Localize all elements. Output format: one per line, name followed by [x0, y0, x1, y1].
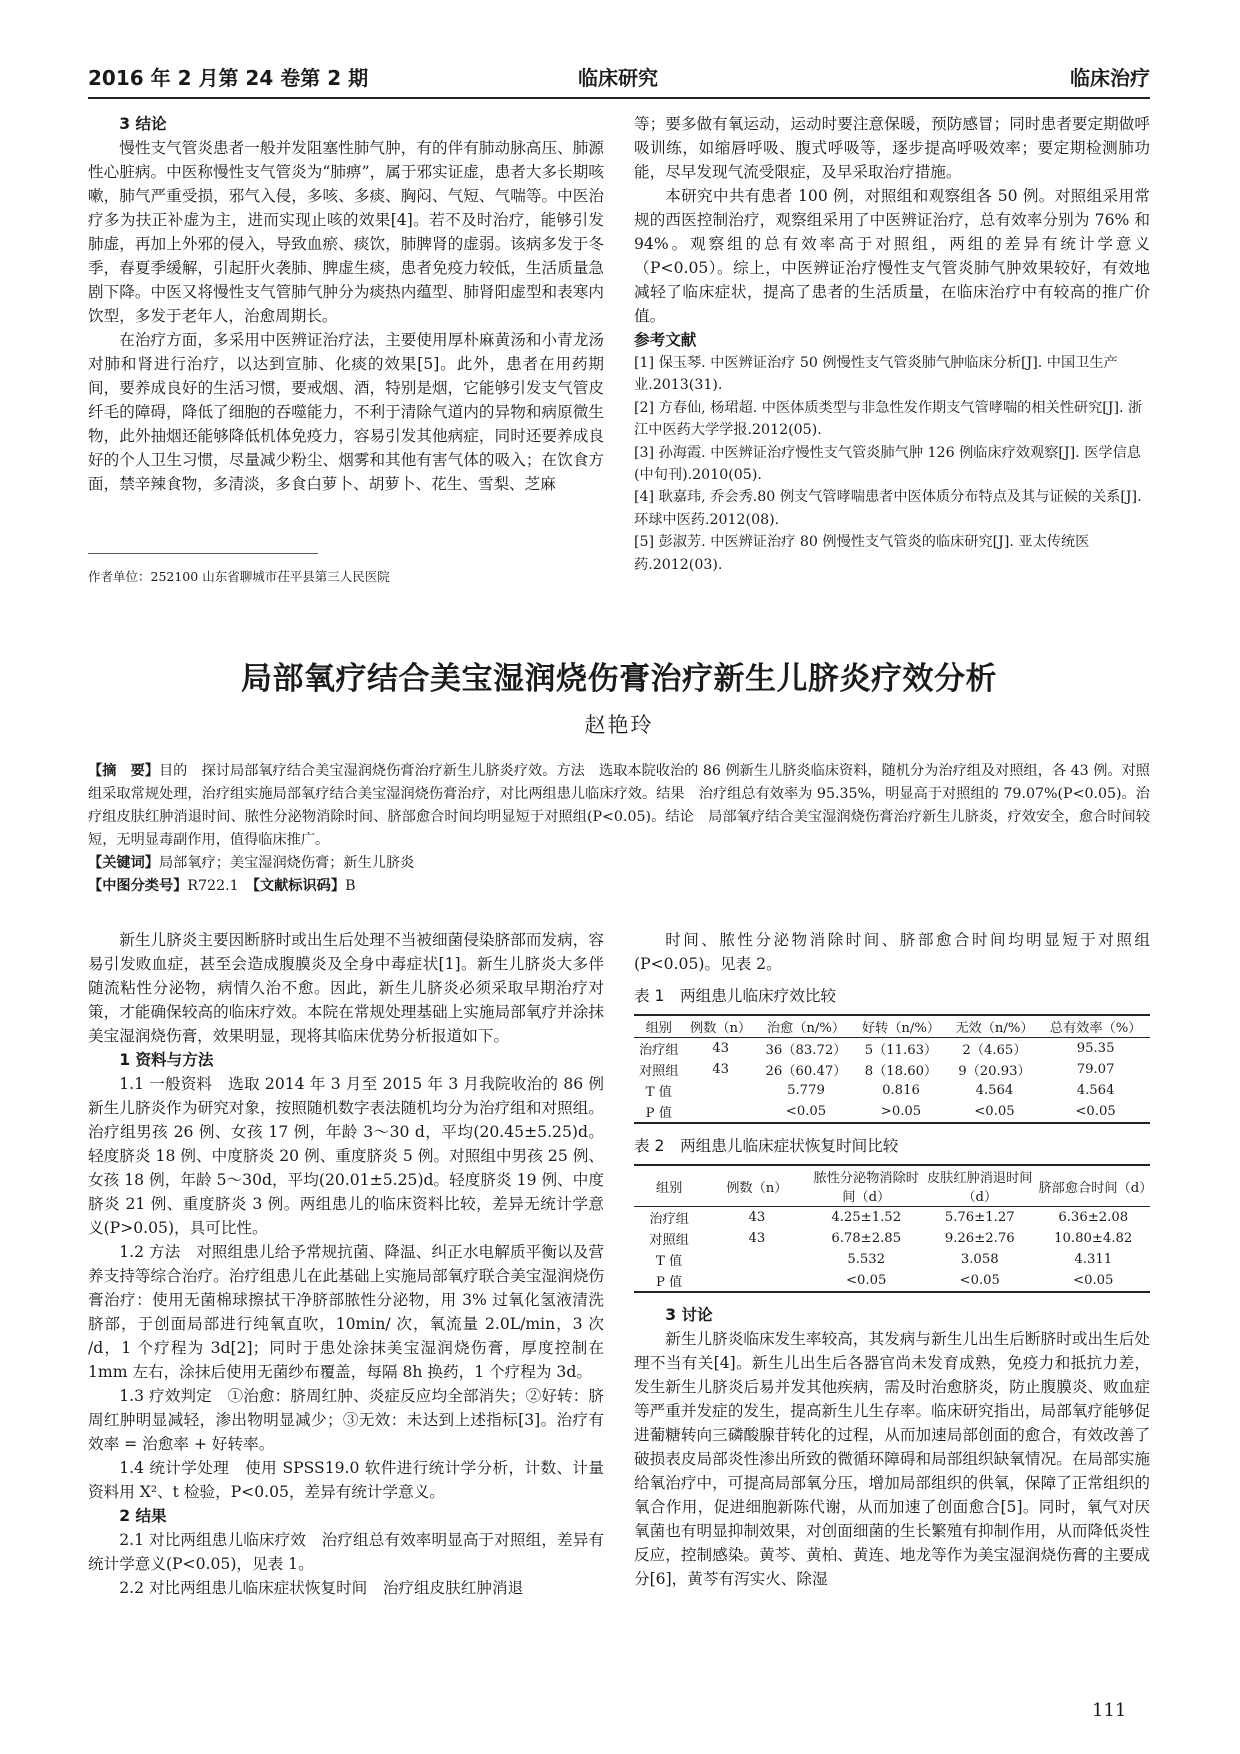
table-1	[634, 984, 1150, 1124]
author-unit-footnote: 作者单位：252100 山东省聊城市茌平县第三人民医院	[88, 569, 390, 584]
table-cell: 43	[748, 1210, 766, 1225]
body-paragraph: 1.4 统计学处理 使用 SPSS19.0 软件进行统计学分析，计数、计量资料用 X²、t 检验，P<0.05，差异有统计学意义。	[88, 1459, 604, 1501]
table-row	[634, 1270, 1150, 1292]
table-cell: 26（60.47）	[765, 1064, 847, 1079]
journal-name: 临床研究	[578, 66, 658, 90]
prev-article-right-column	[634, 112, 1150, 576]
doc-code-value: B	[345, 878, 356, 894]
discussion-text: 新生儿脐炎临床发生率较高，其发病与新生儿出生后断脐时或出生后处理不当有关[4]。新生儿出生后各器官尚未发育成熟，免疫力和抵抗力差，发生新生儿脐炎后易并发其他疾病，需及时治愈脐炎，防止腹膜炎、败血症等严重并发症的发生，提高新生儿生存率。临床研究指出，局部氧疗能够促进葡糖转向三磷酸腺苷转化的过程，从而加速局部创面的愈合，有效改善了破损表皮局部炎性渗出所致的微循环障碍和局部组织缺氧情况。在局部实施给氧治疗中，可提高局部氧分压，增加局部组织的供氧，保障了正常组织的氧合作用，促进细胞新陈代谢，从而加速了创面愈合[5]。同时，氧气对厌氧菌也有明显抑制效果，对创面细菌的生长繁殖有抑制作用，从而降低炎性反应，控制感染。黄芩、黄柏、黄连、地龙等作为美宝湿润烧伤膏的主要成分[6]，黄芩有泻实火、除湿	[634, 1330, 1150, 1588]
reference-list	[634, 352, 1150, 576]
results-continued: 时间、脓性分泌物消除时间、脐部愈合时间均明显短于对照组(P<0.05)。见表 2。	[634, 931, 1150, 973]
prev-paragraph: 等；要多做有氧运动，运动时要注意保暖，预防感冒；同时患者要定期做呼吸训练，如缩唇呼吸、腹式呼吸等，逐步提高呼吸效率；要定期检测肺功能，尽早发现气流受限症，及早采取治疗措施。	[634, 115, 1150, 181]
table-cell: 5.76±1.27	[944, 1210, 1015, 1225]
table-header-cell: 组别	[655, 1180, 683, 1196]
abstract	[88, 760, 1150, 852]
table-cell: 79.07	[1076, 1062, 1115, 1077]
reference-item: [5] 彭淑芳. 中医辨证治疗 80 例慢性支气管炎的临床研究[J]. 亚太传统医药.2012(03).	[634, 534, 1090, 573]
table-1-grid	[634, 1014, 1150, 1124]
table-cell: 对照组	[649, 1233, 689, 1248]
table-header-cell: 无效（n/%）	[955, 1021, 1034, 1036]
body-paragraph: 1.3 疗效判定 ①治愈：脐周红肿、炎症反应均全部消失；②好转：脐周红肿明显减轻，渗出物明显减少；③无效：未达到上述指标[3]。治疗有效率 = 治愈率 + 好转率。	[88, 1387, 604, 1453]
abstract-text: 目的 探讨局部氧疗结合美宝湿润烧伤膏治疗新生儿脐炎疗效。方法 选取本院收治的 86 例新生儿脐炎临床资料，随机分为治疗组及对照组，各 43 例。对照组采取常规处理，治疗组实施局部氧疗结合美宝湿润烧伤膏治疗，对比两组患儿临床疗效。结果 治疗组总有效率为 95.35%，明显高于对照组的 79.07%(P<0.05)。治疗组皮肤红肿消退时间、脓性分泌物消除时间、脐部愈合时间均明显短于对照组(P<0.05)。结论 局部氧疗结合美宝湿润烧伤膏治疗新生儿脐炎，疗效安全，愈合时间较短，无明显毒副作用，值得临床推广。	[88, 763, 1150, 848]
table-row	[634, 1059, 1150, 1080]
table-cell: T 值	[645, 1085, 672, 1100]
table-cell	[684, 1101, 758, 1123]
table-header-cell: 皮肤红肿消退时间（d）	[926, 1171, 1033, 1205]
body-paragraph: 新生儿脐炎主要因断脐时或出生后处理不当被细菌侵染脐部而发病，容易引发败血症，甚至会造成腹膜炎及全身中毒症状[1]。新生儿脐炎大多伴随流粘性分泌物，病情久治不愈。因此，新生儿脐炎必须采取早期治疗对策，才能确保较高的临床疗效。本院在常规处理基础上实施局部氧疗并涂抹美宝湿润烧伤膏，效果明显，现将其临床优势分析报道如下。	[88, 931, 604, 1045]
keywords-text: 局部氧疗；美宝湿润烧伤膏；新生儿脐炎	[158, 855, 415, 871]
article-title: 局部氧疗结合美宝湿润烧伤膏治疗新生儿脐炎疗效分析	[241, 661, 997, 697]
page-number: 111	[1092, 1700, 1127, 1721]
table-cell: 5.779	[787, 1083, 825, 1098]
prev-paragraph: 在治疗方面，多采用中医辨证治疗法，主要使用厚朴麻黄汤和小青龙汤对肺和肾进行治疗，以达到宣肺、化痰的效果[5]。此外，患者在用药期间，要养成良好的生活习惯，要戒烟、酒，特别是烟，它能够引发支气管皮纤毛的障碍，降低了细胞的吞噬能力，不利于清除气道内的异物和病原微生物，此外抽烟还能够降低机体免疫力，容易引发其他病症，同时还要养成良好的个人卫生习惯，尽量减少粉尘、烟雾和其他有害气体的吸入；在饮食方面，禁辛辣食物，多清淡，多食白萝卜、胡萝卜、花生、雪梨、芝麻	[88, 331, 604, 493]
table-2-caption: 表 2 两组患儿临床症状恢复时间比较	[634, 1137, 899, 1155]
table-cell: 5.532	[847, 1252, 886, 1267]
section-heading: 2 结果	[119, 1507, 167, 1525]
table-cell: 43	[748, 1231, 766, 1246]
table-cell: 43	[712, 1062, 729, 1077]
table-header-cell: 治愈（n/%）	[766, 1021, 846, 1036]
table-header-cell: 组别	[645, 1021, 672, 1036]
table-cell: 95.35	[1076, 1041, 1115, 1056]
table-header-cell: 例数（n）	[689, 1021, 752, 1036]
table-cell: P 值	[645, 1106, 672, 1121]
journal-issue: 2016 年 2 月第 24 卷第 2 期	[88, 66, 369, 90]
doc-code-label: 【文献标识码】	[252, 878, 346, 894]
table-cell	[684, 1080, 758, 1101]
table-cell: 对照组	[638, 1064, 679, 1079]
table-cell: <0.05	[785, 1104, 827, 1119]
section-name: 临床治疗	[1070, 66, 1150, 90]
table-cell: 10.80±4.82	[1054, 1231, 1133, 1246]
table-cell: >0.05	[880, 1104, 922, 1119]
table-cell: 5（11.63）	[864, 1043, 938, 1058]
table-cell: 6.36±2.08	[1058, 1210, 1129, 1225]
references-heading: 参考文献	[634, 331, 697, 349]
table-cell: 4.564	[975, 1083, 1014, 1098]
body-paragraph: 1.1 一般资料 选取 2014 年 3 月至 2015 年 3 月我院收治的 86 例新生儿脐炎作为研究对象，按照随机数字表法随机均分为治疗组和对照组。治疗组男孩 26 例、女孩 17 例，年龄 3～30 d，平均(20.45±5.25)d。轻度脐炎 18 例、中度脐炎 20 例、重度脐炎 5 例。对照组中男孩 25 例、女孩 18 例，年龄 5～30d，平均(20.01±5.25)d。轻度脐炎 19 例、中度脐炎 21 例、重度脐炎 3 例。两组患儿的临床资料比较，差异无统计学意义(P>0.05)，具可比性。	[88, 1075, 604, 1237]
table-cell: 4.25±1.52	[831, 1210, 902, 1225]
reference-item: [1] 保玉琴. 中医辨证治疗 50 例慢性支气管炎肺气肿临床分析[J]. 中国卫生产业.2013(31).	[634, 355, 1118, 394]
table-row	[634, 1228, 1150, 1249]
table-cell: <0.05	[1075, 1104, 1116, 1119]
table-cell: 0.816	[882, 1083, 920, 1098]
table-cell: 8（18.60）	[864, 1064, 938, 1079]
footnote-rule	[88, 553, 318, 554]
running-header	[88, 62, 1150, 96]
reference-item: [3] 孙海霞. 中医辨证治疗慢性支气管炎肺气肿 126 例临床疗效观察[J]. 医学信息(中旬刊).2010(05).	[634, 444, 1141, 484]
table-header-row	[634, 1015, 1150, 1038]
table-cell: 6.78±2.85	[831, 1231, 902, 1246]
reference-item: [4] 耿嘉玮, 乔会秀.80 例支气管哮喘患者中医体质分布特点及其与证候的关系[J]. 环球中医药.2012(08).	[634, 489, 1142, 528]
table-cell: <0.05	[846, 1273, 887, 1288]
article-left-column	[88, 928, 604, 1600]
table-row	[634, 1101, 1150, 1123]
table-cell	[704, 1270, 809, 1292]
article-right-column	[634, 928, 1153, 1591]
table-1-caption: 表 1 两组患儿临床疗效比较	[634, 987, 837, 1005]
table-cell: 2（4.65）	[962, 1043, 1027, 1058]
clc-value: R722.1	[187, 878, 239, 894]
prev-paragraph: 慢性支气管炎患者一般并发阻塞性肺气肿，有的伴有肺动脉高压、肺源性心脏病。中医称慢性支气管炎为“肺痹”，属于邪实证虚，患者大多长期咳嗽，肺气严重受损，邪气入侵，多咳、多痰、胸闷、气短、气喘等。中医治疗多为扶正补虚为主，进而实现止咳的效果[4]。若不及时治疗，能够引发肺虚，再加上外邪的侵入，导致血瘀、痰饮，肺脾肾的虚弱。该病多发于冬季，春夏季缓解，引起肝火袭肺、脾虚生痰，患者免疫力较低，生活质量急剧下降。中医又将慢性支气管肺气肿分为痰热内蕴型、肺肾阳虚型和表寒内饮型，多发于老年人，治愈周期长。	[88, 139, 604, 325]
table-2	[634, 1134, 1153, 1293]
table-row	[634, 1207, 1150, 1229]
prev-paragraph: 本研究中共有患者 100 例，对照组和观察组各 50 例。对照组采用常规的西医控制治疗，观察组采用了中医辨证治疗，总有效率分别为 76% 和 94%。观察组的总有效率高于对照组，两组的差异有统计学意义（P<0.05）。综上，中医辨证治疗慢性支气管炎肺气肿效果较好，有效地减轻了临床症状，提高了患者的生活质量，在临床治疗中有较高的推广价值。	[634, 187, 1150, 325]
table-cell	[704, 1249, 809, 1270]
header-rule	[88, 97, 1150, 99]
table-2-grid	[634, 1164, 1153, 1293]
discussion-heading: 3 讨论	[665, 1306, 713, 1324]
article-author: 赵艳玲	[584, 713, 654, 737]
body-paragraph: 2.2 对比两组患儿临床症状恢复时间 治疗组皮肤红肿消退	[119, 1579, 524, 1597]
table-header-cell: 例数（n）	[726, 1180, 788, 1196]
table-header-row	[634, 1165, 1150, 1207]
clc-label: 【中图分类号】	[88, 878, 188, 894]
body-paragraph: 2.1 对比两组患儿临床疗效 治疗组总有效率明显高于对照组，差异有统计学意义(P<0.05)，见表 1。	[88, 1531, 604, 1573]
table-header-cell: 总有效率（%）	[1049, 1021, 1142, 1036]
table-cell: 36（83.72）	[765, 1043, 847, 1058]
table-cell: 43	[712, 1041, 729, 1056]
table-cell: <0.05	[959, 1273, 1000, 1288]
table-cell: P 值	[655, 1275, 683, 1290]
table-row	[634, 1080, 1150, 1101]
prev-article-left-column	[88, 112, 604, 496]
table-cell: <0.05	[974, 1104, 1015, 1119]
table-cell: 治疗组	[649, 1212, 689, 1227]
table-cell: 4.311	[1074, 1252, 1113, 1267]
conclusion-heading: 3 结论	[119, 115, 167, 133]
table-header-cell: 脓性分泌物消除时间（d）	[813, 1171, 919, 1205]
table-row	[634, 1249, 1150, 1270]
abstract-label: 【摘 要】	[88, 763, 159, 779]
body-paragraph: 1.2 方法 对照组患儿给予常规抗菌、降温、纠正水电解质平衡以及营养支持等综合治疗。治疗组患儿在此基础上实施局部氧疗联合美宝湿润烧伤膏治疗：使用无菌棉球擦拭干净脐部脓性分泌物，用 3% 过氧化氢液清洗脐部，于创面局部进行纯氧直吹，10min/ 次，氧流量 2.0L/min，3 次 /d，1 个疗程为 3d[2]；同时于患处涂抹美宝湿润烧伤膏，厚度控制在 1mm 左右，涂抹后使用无菌纱布覆盖，每隔 8h 换药，1 个疗程为 3d。	[88, 1243, 604, 1381]
table-cell: 4.564	[1076, 1083, 1115, 1098]
reference-item: [2] 方春仙, 杨珺超. 中医体质类型与非急性发作期支气管哮喘的相关性研究[J]. 浙江中医药大学学报.2012(05).	[634, 399, 1143, 439]
table-cell: 治疗组	[638, 1043, 679, 1058]
table-row	[634, 1038, 1150, 1060]
keywords	[88, 852, 1150, 875]
section-heading: 1 资料与方法	[119, 1051, 214, 1069]
table-cell: T 值	[656, 1254, 683, 1269]
table-cell: 3.058	[960, 1252, 999, 1267]
table-cell: 9.26±2.76	[944, 1231, 1015, 1246]
table-cell: 9（20.93）	[958, 1064, 1031, 1079]
table-header-cell: 好转（n/%）	[861, 1021, 941, 1036]
keywords-label: 【关键词】	[88, 855, 159, 871]
table-header-cell: 脐部愈合时间（d）	[1038, 1180, 1153, 1196]
abstract-block	[88, 760, 1150, 898]
classification	[88, 875, 1150, 898]
table-cell: <0.05	[1073, 1273, 1114, 1288]
